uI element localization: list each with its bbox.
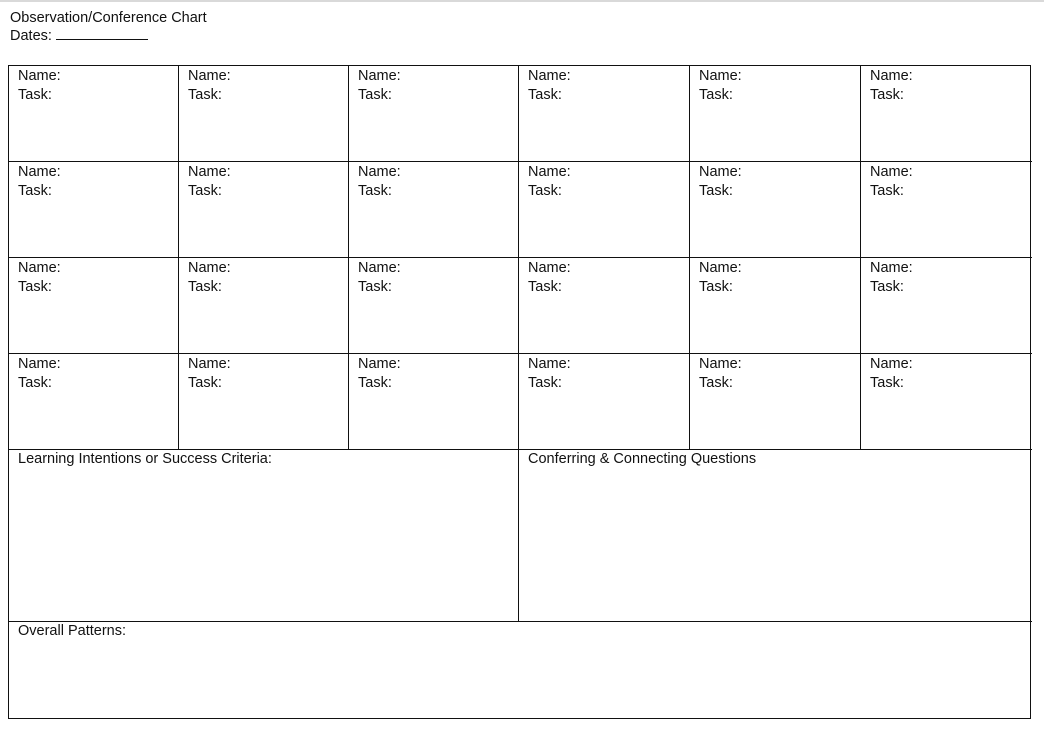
task-label: Task: xyxy=(18,279,52,295)
observation-cell[interactable] xyxy=(349,162,519,258)
name-label: Name: xyxy=(188,68,231,84)
observation-cell[interactable] xyxy=(179,162,349,258)
observation-cell[interactable] xyxy=(9,354,179,450)
name-label: Name: xyxy=(870,356,913,372)
task-label: Task: xyxy=(188,87,222,103)
name-label: Name: xyxy=(188,164,231,180)
task-label: Task: xyxy=(699,375,733,391)
name-label: Name: xyxy=(870,260,913,276)
name-label: Name: xyxy=(188,260,231,276)
document-title: Observation/Conference Chart xyxy=(10,10,207,26)
observation-cell[interactable] xyxy=(690,66,861,162)
name-label: Name: xyxy=(699,164,742,180)
task-label: Task: xyxy=(18,87,52,103)
task-label: Task: xyxy=(699,183,733,199)
name-label: Name: xyxy=(699,260,742,276)
task-label: Task: xyxy=(358,87,392,103)
name-label: Name: xyxy=(358,260,401,276)
observation-cell[interactable] xyxy=(690,162,861,258)
observation-cell[interactable] xyxy=(9,66,179,162)
observation-cell[interactable] xyxy=(690,354,861,450)
observation-cell[interactable] xyxy=(519,258,690,354)
task-label: Task: xyxy=(188,279,222,295)
conferring-questions-label: Conferring & Connecting Questions xyxy=(528,451,757,467)
observation-cell[interactable] xyxy=(519,162,690,258)
observation-cell[interactable] xyxy=(349,354,519,450)
name-label: Name: xyxy=(188,356,231,372)
observation-cell[interactable] xyxy=(179,66,349,162)
overall-patterns-section[interactable] xyxy=(9,622,1032,718)
observation-chart-table xyxy=(8,65,1031,719)
task-label: Task: xyxy=(870,375,904,391)
observation-cell[interactable] xyxy=(179,354,349,450)
task-label: Task: xyxy=(699,87,733,103)
name-label: Name: xyxy=(870,164,913,180)
task-label: Task: xyxy=(188,183,222,199)
conferring-questions-section[interactable] xyxy=(519,450,1032,622)
observation-cell[interactable] xyxy=(349,258,519,354)
observation-cell[interactable] xyxy=(861,354,1032,450)
observation-cell[interactable] xyxy=(861,162,1032,258)
name-label: Name: xyxy=(18,356,61,372)
task-label: Task: xyxy=(188,375,222,391)
task-label: Task: xyxy=(18,375,52,391)
document-header xyxy=(10,9,207,45)
name-label: Name: xyxy=(18,260,61,276)
name-label: Name: xyxy=(358,356,401,372)
task-label: Task: xyxy=(358,279,392,295)
observation-cell[interactable] xyxy=(349,66,519,162)
overall-patterns-label: Overall Patterns: xyxy=(18,623,126,639)
name-label: Name: xyxy=(358,68,401,84)
name-label: Name: xyxy=(870,68,913,84)
name-label: Name: xyxy=(528,260,571,276)
task-label: Task: xyxy=(528,87,562,103)
task-label: Task: xyxy=(18,183,52,199)
observation-cell[interactable] xyxy=(519,66,690,162)
task-label: Task: xyxy=(358,375,392,391)
name-label: Name: xyxy=(18,164,61,180)
observation-cell[interactable] xyxy=(519,354,690,450)
task-label: Task: xyxy=(528,183,562,199)
top-rule xyxy=(0,0,1044,2)
name-label: Name: xyxy=(528,164,571,180)
name-label: Name: xyxy=(528,356,571,372)
task-label: Task: xyxy=(699,279,733,295)
observation-cell[interactable] xyxy=(690,258,861,354)
task-label: Task: xyxy=(528,279,562,295)
observation-cell[interactable] xyxy=(9,258,179,354)
task-label: Task: xyxy=(870,183,904,199)
observation-cell[interactable] xyxy=(9,162,179,258)
observation-cell[interactable] xyxy=(861,66,1032,162)
learning-intentions-label: Learning Intentions or Success Criteria: xyxy=(18,451,272,467)
name-label: Name: xyxy=(18,68,61,84)
name-label: Name: xyxy=(528,68,571,84)
observation-cell[interactable] xyxy=(179,258,349,354)
learning-intentions-section[interactable] xyxy=(9,450,519,622)
name-label: Name: xyxy=(358,164,401,180)
observation-cell[interactable] xyxy=(861,258,1032,354)
name-label: Name: xyxy=(699,356,742,372)
task-label: Task: xyxy=(528,375,562,391)
task-label: Task: xyxy=(870,87,904,103)
task-label: Task: xyxy=(870,279,904,295)
task-label: Task: xyxy=(358,183,392,199)
dates-field xyxy=(10,27,207,45)
dates-label: Dates: xyxy=(10,28,52,44)
dates-blank-line[interactable] xyxy=(56,27,148,40)
name-label: Name: xyxy=(699,68,742,84)
